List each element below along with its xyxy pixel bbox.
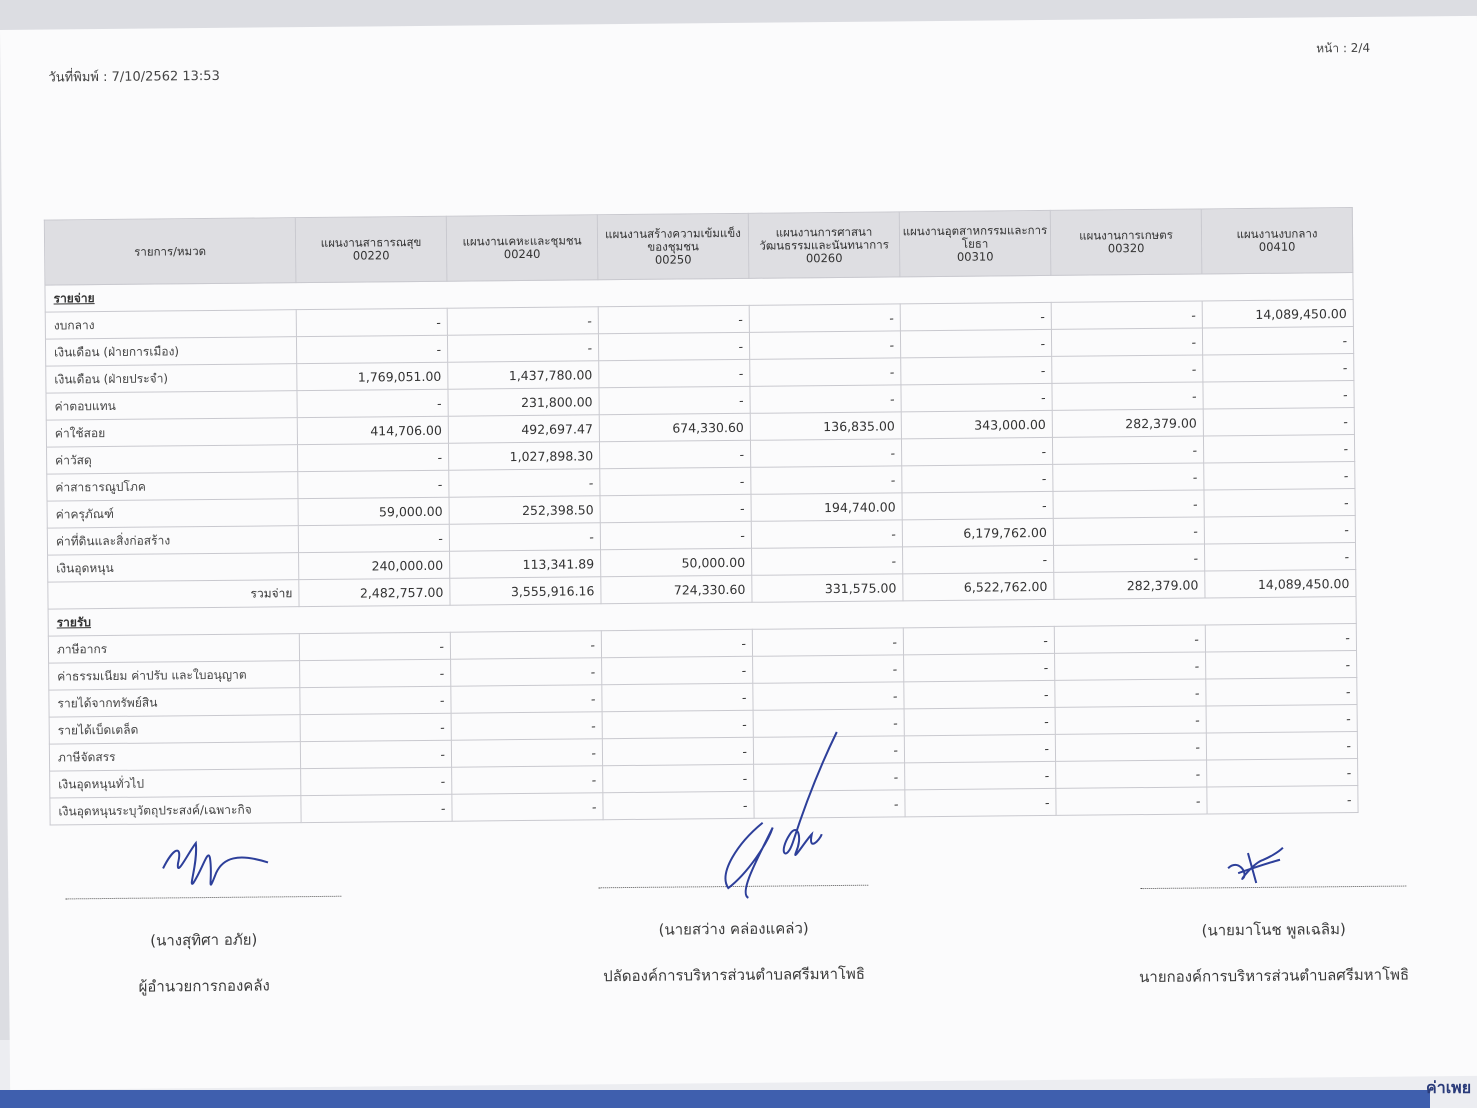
amount-cell: -: [750, 439, 901, 467]
amount-cell: -: [904, 680, 1055, 708]
amount-cell: 492,697.47: [448, 415, 599, 443]
amount-cell: -: [600, 467, 751, 495]
amount-cell: -: [904, 653, 1055, 681]
column-code: 00320: [1107, 241, 1145, 256]
amount-cell: -: [598, 332, 749, 360]
amount-cell: -: [749, 331, 900, 359]
amount-cell: 1,769,051.00: [297, 362, 448, 390]
amount-cell: -: [1052, 436, 1203, 464]
signer-position: ผู้อำนวยการกองคลัง: [138, 976, 270, 996]
amount-cell: -: [1051, 328, 1202, 356]
column-title: แผนงานสร้างความเข้มแข็งของชุมชน: [605, 225, 741, 254]
amount-cell: 136,835.00: [750, 412, 901, 440]
handwritten-signature-2: [707, 722, 859, 913]
amount-cell: -: [753, 655, 904, 683]
amount-cell: 282,379.00: [1054, 571, 1205, 599]
amount-cell: -: [903, 545, 1054, 573]
amount-cell: -: [598, 305, 749, 333]
amount-cell: -: [1206, 678, 1357, 706]
column-code: 00410: [1258, 239, 1296, 254]
amount-cell: -: [301, 794, 452, 822]
column-code: 00250: [654, 251, 692, 267]
column-header: [1050, 209, 1202, 275]
amount-cell: -: [447, 334, 598, 362]
amount-cell: -: [1203, 435, 1354, 463]
amount-cell: -: [1204, 462, 1355, 490]
amount-cell: 6,179,762.00: [902, 518, 1053, 546]
column-header: [295, 216, 447, 282]
row-label: รวมจ่าย: [48, 580, 299, 609]
amount-cell: -: [900, 329, 1051, 357]
amount-cell: 6,522,762.00: [903, 572, 1054, 600]
amount-cell: 50,000.00: [601, 548, 752, 576]
amount-cell: -: [297, 443, 448, 471]
amount-cell: -: [750, 358, 901, 386]
amount-cell: -: [602, 737, 753, 765]
row-label: เงินอุดหนุน: [48, 553, 299, 582]
amount-cell: -: [902, 491, 1053, 519]
amount-cell: -: [297, 389, 448, 417]
amount-cell: -: [600, 521, 751, 549]
amount-cell: -: [905, 788, 1056, 816]
column-header: [899, 210, 1051, 276]
amount-cell: -: [450, 631, 601, 659]
amount-cell: -: [750, 385, 901, 413]
amount-cell: 59,000.00: [298, 497, 449, 525]
amount-cell: -: [449, 469, 600, 497]
amount-cell: -: [601, 629, 752, 657]
amount-cell: 194,740.00: [751, 493, 902, 521]
amount-cell: -: [753, 736, 904, 764]
row-label: เงินอุดหนุนทั่วไป: [50, 769, 301, 798]
amount-cell: 252,398.50: [449, 496, 600, 524]
amount-cell: -: [602, 656, 753, 684]
row-label: ค่าธรรมเนียม ค่าปรับ และใบอนุญาต: [49, 661, 300, 690]
amount-cell: -: [1206, 705, 1357, 733]
column-header: [446, 215, 598, 281]
amount-cell: -: [1056, 760, 1207, 788]
column-header: [748, 212, 900, 278]
column-code: 00220: [352, 248, 390, 263]
amount-cell: -: [1051, 301, 1202, 329]
budget-table: [44, 207, 1359, 826]
document-page: [0, 16, 1477, 1090]
amount-cell: 3,555,916.16: [450, 577, 601, 605]
amount-cell: -: [1207, 786, 1358, 814]
row-label: ค่าครุภัณฑ์: [47, 499, 298, 528]
row-label: ภาษีอากร: [48, 634, 299, 663]
amount-cell: -: [603, 764, 754, 792]
amount-cell: -: [449, 523, 600, 551]
signer-position: นายกองค์การบริหารส่วนตำบลศรีมหาโพธิ: [1139, 965, 1410, 987]
amount-cell: -: [1203, 408, 1354, 436]
amount-cell: -: [1052, 382, 1203, 410]
amount-cell: -: [1206, 651, 1357, 679]
amount-cell: 282,379.00: [1052, 409, 1203, 437]
amount-cell: 113,341.89: [450, 550, 601, 578]
amount-cell: -: [901, 437, 1052, 465]
amount-cell: -: [904, 707, 1055, 735]
amount-cell: -: [1055, 706, 1206, 734]
column-title: แผนงานงบกลาง: [1236, 226, 1318, 242]
amount-cell: -: [903, 626, 1054, 654]
amount-cell: -: [602, 683, 753, 711]
amount-cell: -: [1203, 354, 1354, 382]
column-title: แผนงานอุตสาหกรรมและการโยธา: [902, 222, 1048, 251]
amount-cell: -: [452, 793, 603, 821]
amount-cell: -: [1206, 732, 1357, 760]
amount-cell: 343,000.00: [901, 410, 1052, 438]
amount-cell: -: [1205, 624, 1356, 652]
amount-cell: -: [754, 763, 905, 791]
signer-name: (นางสุทิศา อภัย): [150, 930, 258, 950]
amount-cell: -: [451, 712, 602, 740]
amount-cell: -: [901, 356, 1052, 384]
amount-cell: -: [447, 307, 598, 335]
amount-cell: -: [1055, 679, 1206, 707]
amount-cell: 1,027,898.30: [448, 442, 599, 470]
amount-cell: -: [752, 547, 903, 575]
amount-cell: -: [753, 709, 904, 737]
amount-cell: -: [300, 659, 451, 687]
amount-cell: -: [452, 766, 603, 794]
row-label: งบกลาง: [45, 310, 296, 339]
row-label: รายได้เบ็ดเตล็ด: [49, 715, 300, 744]
handwritten-signature-1: [158, 827, 279, 908]
amount-cell: -: [1055, 652, 1206, 680]
column-title: แผนงานเคหะและชุมชน: [462, 233, 582, 249]
row-label: ค่าสาธารณูปโภค: [47, 472, 298, 501]
amount-cell: -: [296, 335, 447, 363]
blue-strip: [0, 1090, 1430, 1108]
amount-cell: 724,330.60: [601, 575, 752, 603]
signature-block-finance: [63, 895, 344, 1000]
amount-cell: -: [300, 686, 451, 714]
amount-cell: -: [751, 466, 902, 494]
signer-name: (นายสว่าง คล่องแคล่ว): [658, 919, 809, 939]
amount-cell: -: [599, 359, 750, 387]
amount-cell: -: [1204, 543, 1355, 571]
amount-cell: -: [599, 386, 750, 414]
amount-cell: -: [753, 682, 904, 710]
amount-cell: -: [451, 685, 602, 713]
amount-cell: -: [904, 734, 1055, 762]
amount-cell: -: [298, 524, 449, 552]
amount-cell: -: [298, 470, 449, 498]
amount-cell: 414,706.00: [297, 416, 448, 444]
amount-cell: -: [1204, 489, 1355, 517]
row-label: ค่าใช้สอย: [46, 418, 297, 447]
amount-cell: -: [300, 713, 451, 741]
amount-cell: -: [599, 440, 750, 468]
amount-cell: -: [600, 494, 751, 522]
column-title: แผนงานสาธารณสุข: [320, 234, 422, 250]
amount-cell: -: [1052, 355, 1203, 383]
signer-position: ปลัดองค์การบริหารส่วนตำบลศรีมหาโพธิ: [603, 964, 866, 986]
amount-cell: -: [901, 383, 1052, 411]
underlying-sheet-text: ค่าเพย: [1426, 1078, 1472, 1097]
row-label: รายได้จากทรัพย์สิน: [49, 688, 300, 717]
column-header: [44, 218, 296, 285]
amount-cell: -: [451, 739, 602, 767]
amount-cell: -: [451, 658, 602, 686]
amount-cell: -: [1203, 381, 1354, 409]
print-date: วันที่พิมพ์ : 7/10/2562 13:53: [48, 68, 220, 86]
row-label: เงินเดือน (ฝ่ายการเมือง): [45, 337, 296, 366]
row-label: ค่าที่ดินและสิ่งก่อสร้าง: [47, 526, 298, 555]
amount-cell: -: [1055, 733, 1206, 761]
amount-cell: -: [749, 304, 900, 332]
amount-cell: 14,089,450.00: [1202, 300, 1353, 328]
amount-cell: -: [752, 628, 903, 656]
amount-cell: -: [300, 740, 451, 768]
amount-cell: -: [296, 308, 447, 336]
signer-name: (นายมาโนช พูลเฉลิม): [1201, 920, 1346, 940]
amount-cell: -: [1204, 516, 1355, 544]
row-label: ค่าวัสดุ: [47, 445, 298, 474]
amount-cell: 240,000.00: [299, 551, 450, 579]
amount-cell: -: [1202, 327, 1353, 355]
section-title: รายจ่าย: [45, 273, 1353, 313]
amount-cell: -: [603, 791, 754, 819]
amount-cell: 674,330.60: [599, 413, 750, 441]
amount-cell: 231,800.00: [448, 388, 599, 416]
amount-cell: -: [301, 767, 452, 795]
amount-cell: -: [1054, 625, 1205, 653]
amount-cell: -: [1053, 517, 1204, 545]
column-header: [1201, 208, 1353, 274]
page-number: หน้า : 2/4: [1316, 40, 1371, 56]
column-header: [597, 213, 749, 279]
amount-cell: -: [1053, 544, 1204, 572]
row-label: เงินอุดหนุนระบุวัตถุประสงค์/เฉพาะกิจ: [50, 796, 301, 825]
amount-cell: 14,089,450.00: [1205, 570, 1356, 598]
amount-cell: -: [905, 761, 1056, 789]
amount-cell: -: [299, 632, 450, 660]
amount-cell: 331,575.00: [752, 574, 903, 602]
column-title: รายการ/หมวด: [134, 243, 207, 259]
row-label: ค่าตอบแทน: [46, 391, 297, 420]
column-code: 00240: [503, 246, 541, 262]
amount-cell: -: [602, 710, 753, 738]
amount-cell: -: [1056, 787, 1207, 815]
row-label: เงินเดือน (ฝ่ายประจำ): [46, 364, 297, 393]
amount-cell: -: [754, 790, 905, 818]
signature-block-chief: [1108, 884, 1439, 989]
column-title: แผนงานการศาสนา วัฒนธรรมและนันทนาการ: [759, 224, 889, 253]
column-title: แผนงานการเกษตร: [1079, 227, 1173, 243]
amount-cell: -: [1053, 463, 1204, 491]
amount-cell: -: [902, 464, 1053, 492]
column-code: 00310: [956, 248, 994, 264]
amount-cell: -: [1053, 490, 1204, 518]
row-label: ภาษีจัดสรร: [49, 742, 300, 771]
amount-cell: 1,437,780.00: [448, 361, 599, 389]
column-code: 00260: [805, 250, 843, 265]
amount-cell: -: [751, 520, 902, 548]
amount-cell: 2,482,757.00: [299, 578, 450, 606]
amount-cell: -: [1207, 759, 1358, 787]
amount-cell: -: [900, 302, 1051, 330]
section-title: รายรับ: [48, 597, 1356, 637]
handwritten-signature-3: [1218, 838, 1288, 889]
